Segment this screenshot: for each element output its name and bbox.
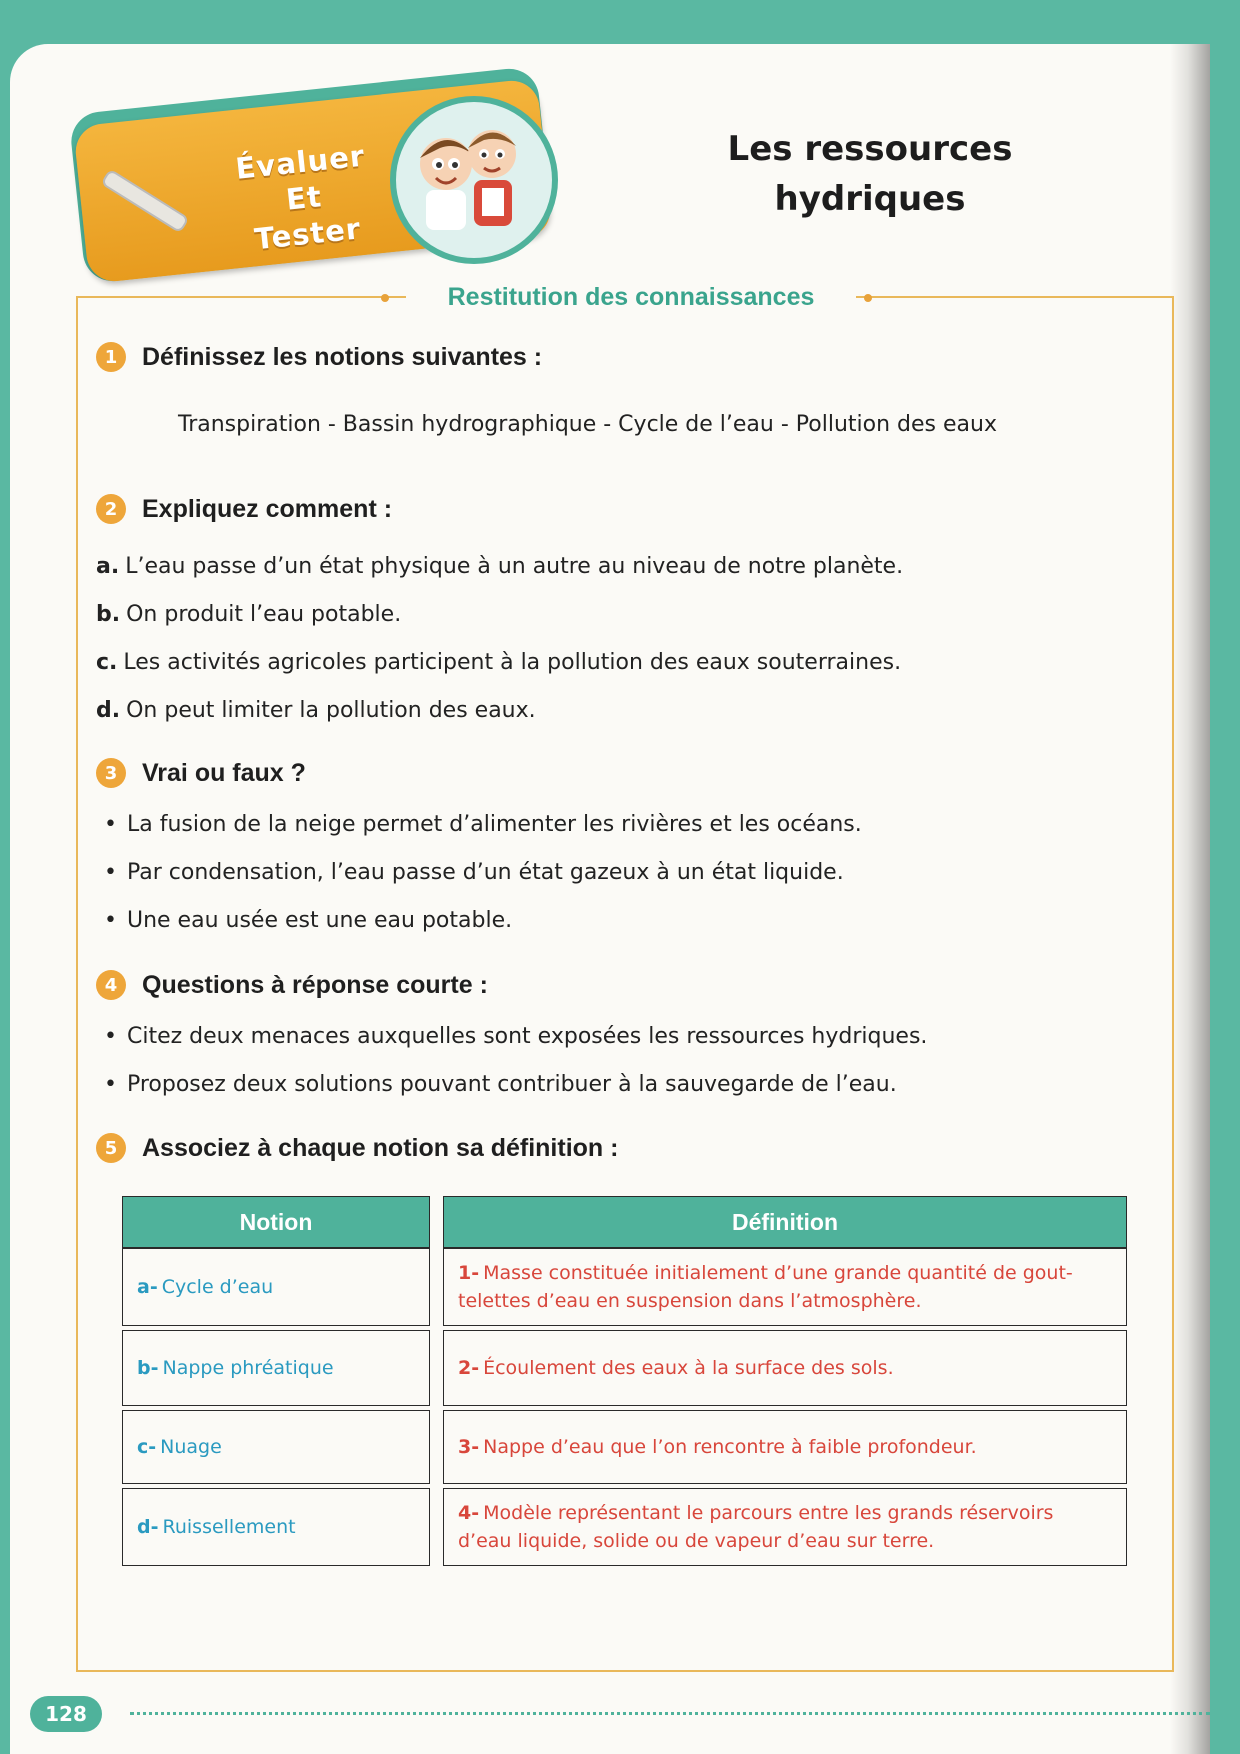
question-heading: Questions à réponse courte :	[142, 970, 488, 999]
question-number: 2	[96, 494, 126, 524]
footer-dotted-line	[130, 1712, 1210, 1715]
question-4	[96, 970, 1156, 1110]
question-heading: Définissez les notions suivantes :	[142, 342, 543, 371]
header-definition: Définition	[443, 1196, 1127, 1248]
section-header	[76, 282, 1170, 312]
page-number: 128	[30, 1696, 102, 1732]
question-text: Transpiration - Bassin hydrographique - Cycle de l’eau - Pollution des eaux	[178, 412, 997, 437]
book-spine-shadow	[1170, 44, 1210, 1754]
mascot-icon	[390, 96, 558, 264]
page-title: Les ressources hydriques	[727, 129, 1013, 219]
question-1	[96, 342, 1156, 452]
list-item: c. Les activités agricoles participent à la pollution des eaux souterraines.	[96, 650, 902, 675]
question-heading: Expliquez comment :	[142, 494, 393, 523]
question-heading: Associez à chaque notion sa définition :	[142, 1133, 619, 1162]
definition-cell: 3- Nappe d’eau que l’on rencontre à faible profondeur.	[443, 1410, 1127, 1484]
question-number: 5	[96, 1133, 126, 1163]
question-number: 3	[96, 758, 126, 788]
list-item: a. L’eau passe d’un état physique à un autre au niveau de notre planète.	[96, 554, 904, 579]
question-number: 1	[96, 342, 126, 372]
divider-dot	[864, 294, 872, 302]
question-2	[96, 494, 1156, 734]
top-band	[0, 0, 1240, 44]
definition-cell: 2- Écoulement des eaux à la surface des sols.	[443, 1330, 1127, 1406]
question-5	[96, 1133, 1156, 1173]
list-item: • Citez deux menaces auxquelles sont exposées les ressources hydriques.	[104, 1024, 928, 1049]
banner-text: Évaluer Et Tester	[233, 138, 367, 257]
notion-cell: a- Cycle d’eau	[122, 1248, 430, 1326]
notion-cell: d- Ruissellement	[122, 1488, 430, 1566]
header-notion: Notion	[122, 1196, 430, 1248]
list-item: d. On peut limiter la pollution des eaux.	[96, 698, 536, 723]
question-3	[96, 758, 1156, 948]
section-label: Restitution des connaissances	[406, 282, 856, 312]
question-number: 4	[96, 970, 126, 1000]
list-item: • Proposez deux solutions pouvant contribuer à la sauvegarde de l’eau.	[104, 1072, 897, 1097]
definition-cell: 1- Masse constituée initialement d’une grande quantité de gout-telettes d’eau en suspension dans l’atmosphère.	[443, 1248, 1127, 1326]
list-item: • La fusion de la neige permet d’alimenter les rivières et les océans.	[104, 812, 862, 837]
definition-cell: 4- Modèle représentant le parcours entre les grands réservoirs d’eau liquide, solide ou de vapeur d’eau sur terre.	[443, 1488, 1127, 1566]
list-item: • Une eau usée est une eau potable.	[104, 908, 513, 933]
list-item: b. On produit l’eau potable.	[96, 602, 402, 627]
left-band	[0, 0, 10, 1754]
notion-cell: c- Nuage	[122, 1410, 430, 1484]
list-item: • Par condensation, l’eau passe d’un état gazeux à un état liquide.	[104, 860, 844, 885]
notion-cell: b- Nappe phréatique	[122, 1330, 430, 1406]
question-heading: Vrai ou faux ?	[142, 758, 306, 787]
divider-dot	[381, 294, 389, 302]
